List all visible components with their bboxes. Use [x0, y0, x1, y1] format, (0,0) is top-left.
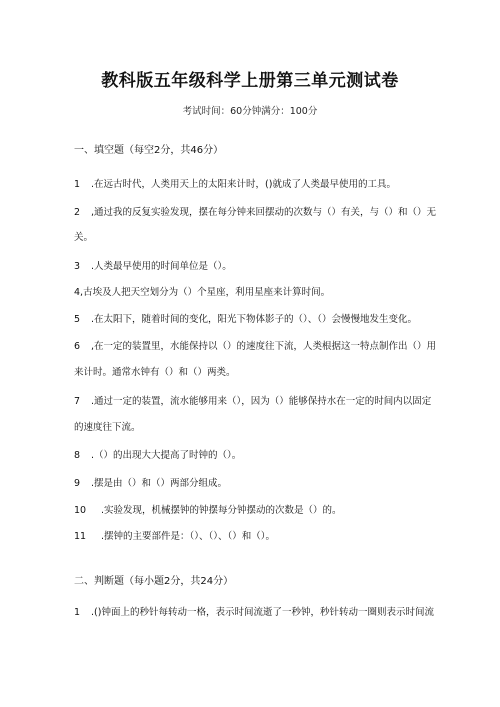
question-line [74, 391, 430, 413]
question-line-continued [74, 227, 430, 249]
question-text: .通过一定的装置，流水能够用来（），因为（）能够保持水在一定的时间内以固定 [91, 396, 432, 407]
question-text: 来计时。通常水钟有（）和（）两类。 [74, 367, 236, 378]
question-number: 4, [74, 287, 84, 298]
question-text: .实验发现，机械摆钟的钟摆每分钟摆动的次数是（）的。 [101, 505, 342, 516]
question-number: 2 [74, 207, 81, 218]
question-number: 10 [74, 505, 87, 516]
question-text: 关。 [74, 232, 94, 243]
question-line [74, 500, 430, 522]
question-text: 的速度往下流。 [74, 422, 141, 433]
question-number: 1 [74, 179, 81, 190]
question-line [74, 336, 437, 358]
question-line-continued [74, 362, 430, 384]
question-line [74, 309, 430, 331]
question-text: .摆是由（）和（）两部分组成。 [91, 478, 228, 489]
question-text: .在远古时代，人类用天上的太阳来计时，()就成了人类最早使用的工具。 [91, 179, 396, 190]
section-heading-true-false: 二、判断题（每小题2分，共24分） [74, 576, 234, 587]
question-line [74, 282, 430, 304]
question-line [74, 445, 430, 467]
question-text: .()钟面上的秒针每转动一格，表示时间流逝了一秒钟，秒针转动一圈则表示时间流 [91, 607, 434, 618]
question-text: .摆钟的主要部件是：（）、（）、（）和（）。 [101, 531, 276, 542]
question-line [74, 174, 430, 196]
question-text: .人类最早使用的时间单位是（）。 [91, 261, 232, 272]
section-heading-fill-blank: 一、填空题（每空2分，共46分） [74, 145, 224, 156]
question-number: 7 [74, 396, 81, 407]
question-number: 6 [74, 341, 81, 352]
question-line [74, 526, 430, 548]
question-number: 1 [74, 607, 81, 618]
question-text: .（）的出现大大提高了时钟的（）。 [91, 450, 242, 461]
question-number: 5 [74, 314, 81, 325]
question-number: 3 [74, 261, 81, 272]
exam-info: 考试时间：60分钟满分：100分 [182, 106, 318, 117]
question-line [74, 202, 437, 224]
page-title: 教科版五年级科学上册第三单元测试卷 [101, 71, 399, 91]
question-text: .在太阳下，随着时间的变化，阳光下物体影子的（）、（）会慢慢地发生变化。 [91, 314, 418, 325]
question-text: 古埃及人把天空划分为（）个星座，利用星座来计算时间。 [83, 287, 331, 298]
question-number: 9 [74, 478, 81, 489]
question-line-continued [74, 417, 430, 439]
question-number: 8 [74, 450, 81, 461]
question-text: ,在一定的装置里，水能保持以（）的速度往下流，人类根据这一特点制作出（）用 [91, 341, 437, 352]
question-line [74, 256, 430, 278]
question-text: ,通过我的反复实验发现，摆在每分钟来回摆动的次数与（）有关，与（）和（）无 [91, 207, 437, 218]
question-line [74, 473, 430, 495]
question-line [74, 602, 434, 624]
question-number: 11 [74, 531, 87, 542]
